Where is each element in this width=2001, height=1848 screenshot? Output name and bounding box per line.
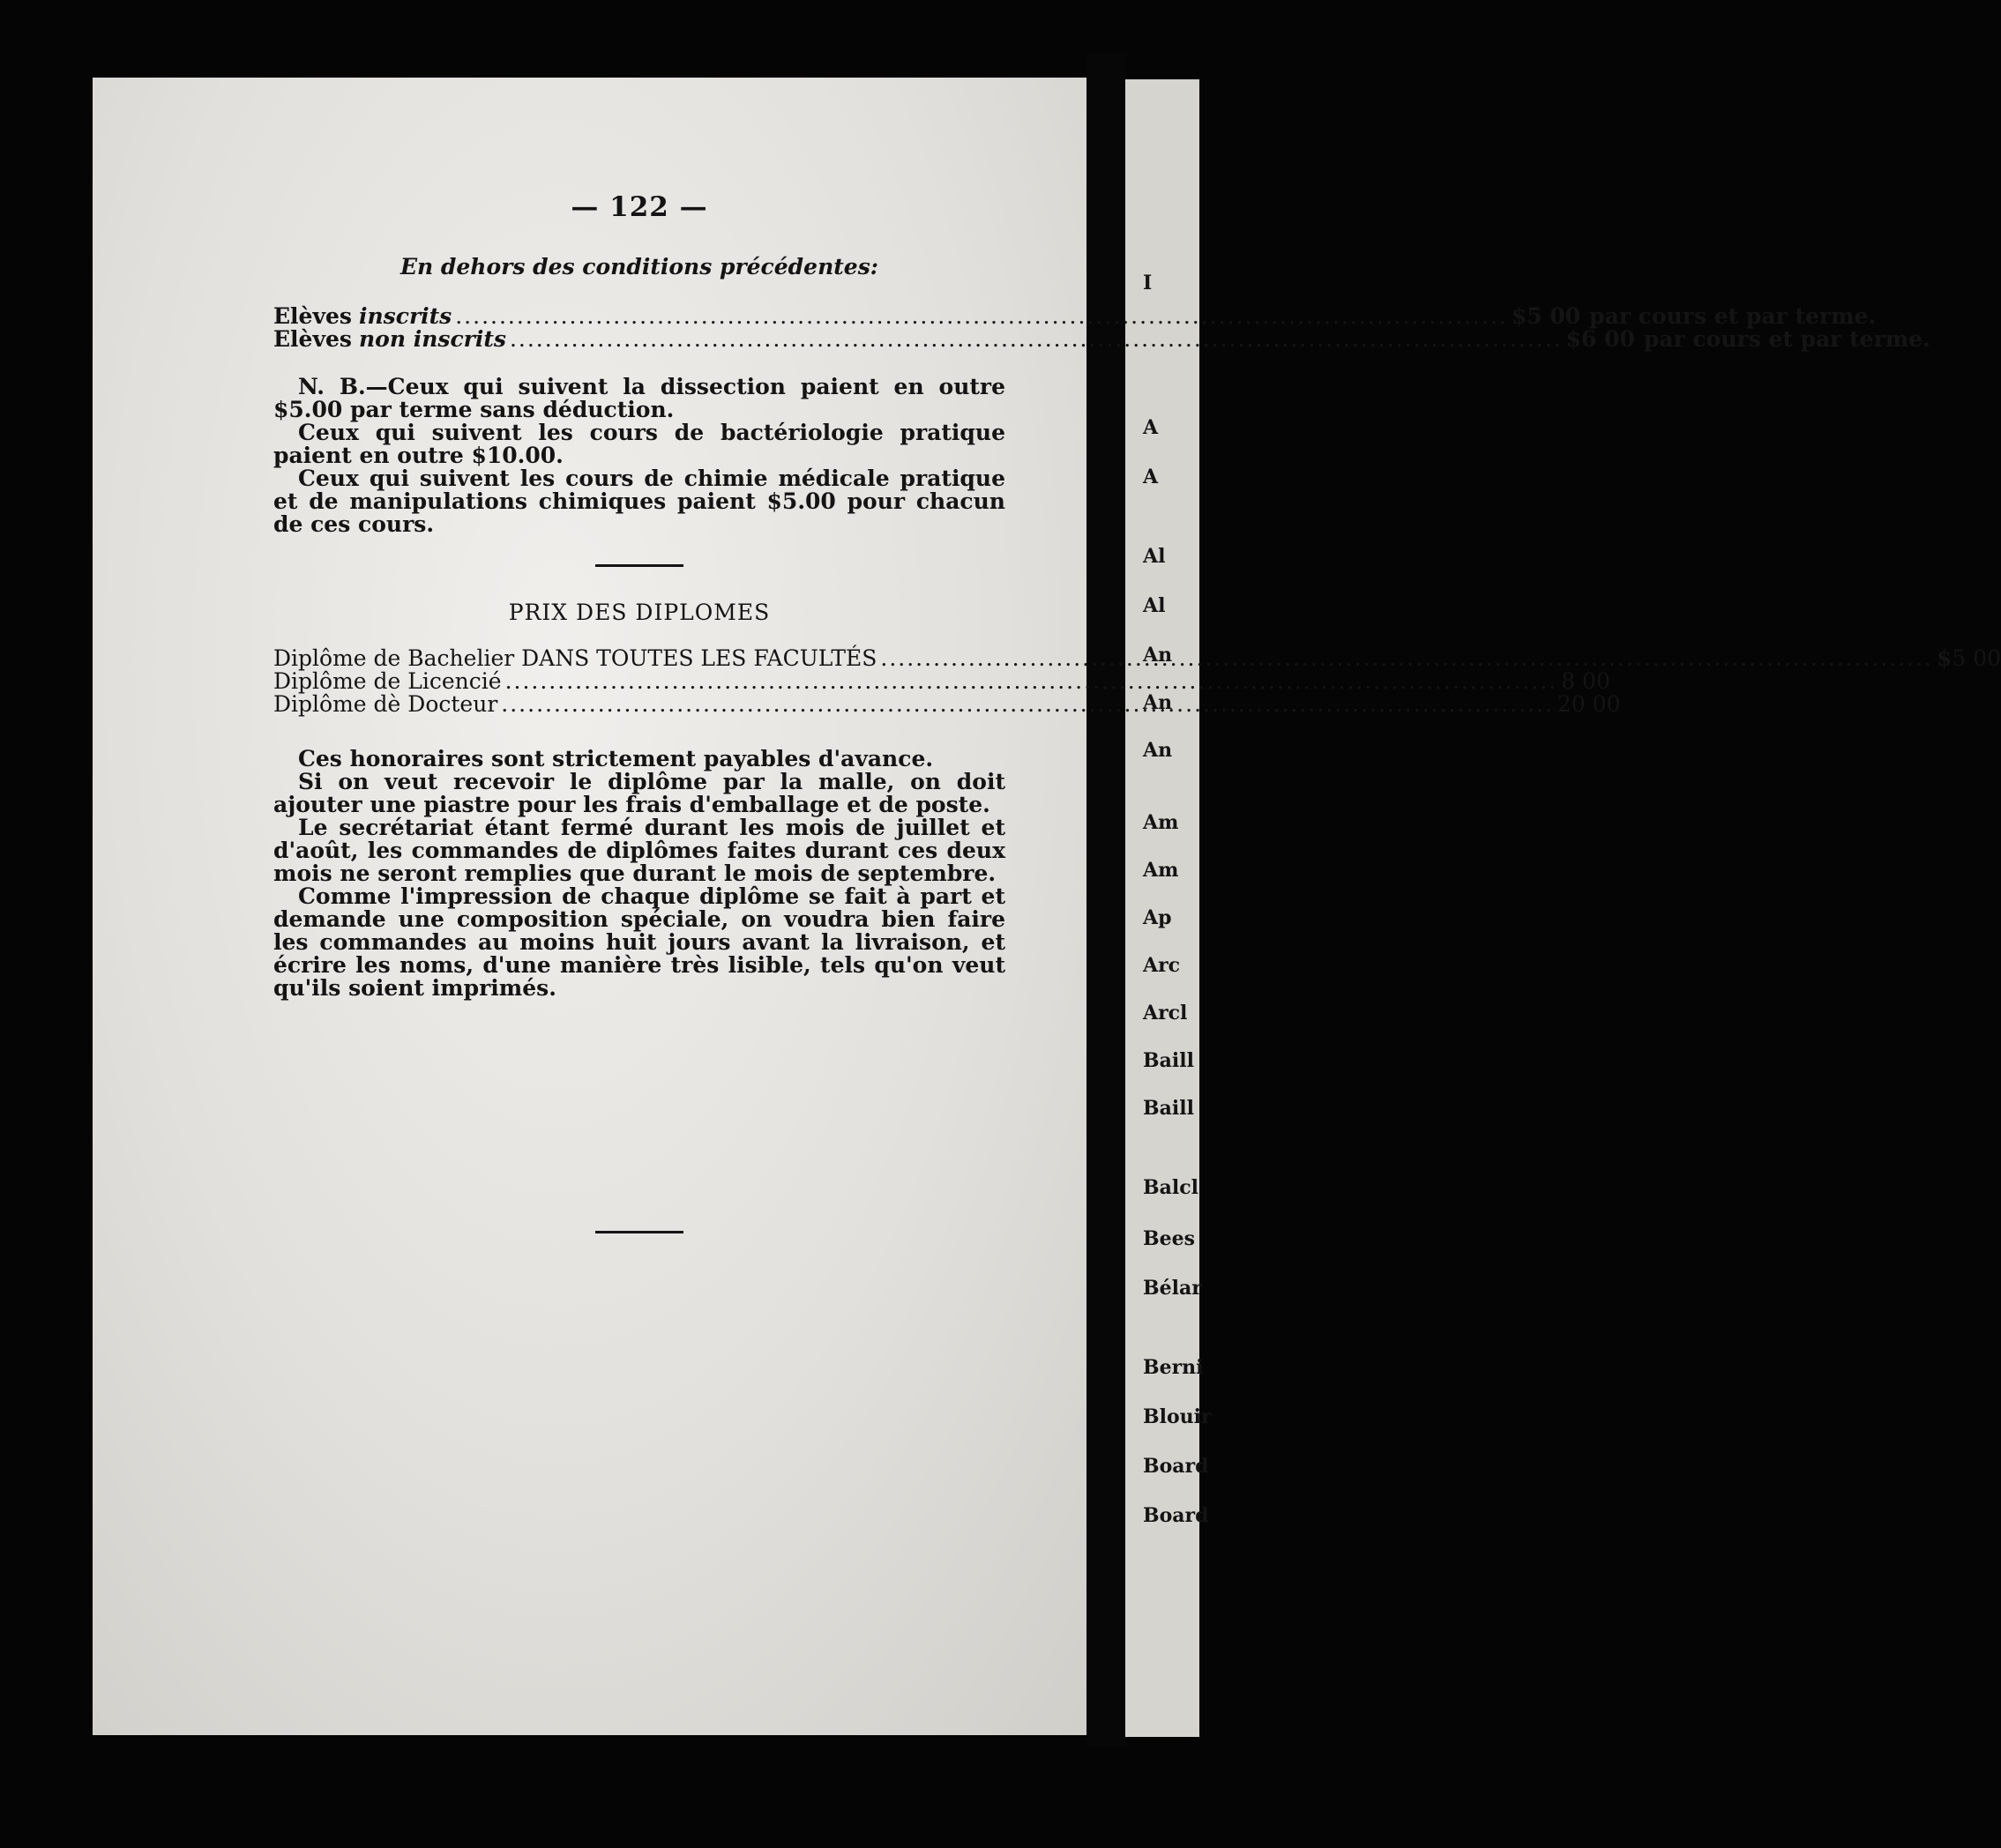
note-paragraph: Comme l'impression de chaque diplôme se fait à part et demande une composition spéciale, on voudra bien faire les commandes au moins huit jours avant la livraison, et écrire les noms, d'une manière très lisible, tels qu'on veut qu'ils soient imprimés. bbox=[273, 883, 1005, 1001]
dot-leader bbox=[510, 328, 1563, 351]
fee-row bbox=[273, 326, 1930, 352]
diploma-label: Diplôme dè Docteur bbox=[273, 691, 498, 717]
note-paragraph: Si on veut recevoir le diplôme par la malle, on doit ajouter une piastre pour les frais d'emballage et de poste. bbox=[273, 769, 1005, 817]
fee-qualifier: inscrits bbox=[358, 303, 452, 329]
adjacent-fragment: An bbox=[1143, 644, 1173, 667]
adjacent-fragment: Berni bbox=[1143, 1356, 1204, 1379]
adjacent-fragment: I bbox=[1143, 272, 1153, 294]
dot-leader bbox=[501, 693, 1554, 716]
dot-leader bbox=[880, 647, 1933, 670]
diploma-amount: 8 00 bbox=[1561, 668, 1610, 694]
diploma-row bbox=[273, 668, 1610, 694]
page-number: — 122 — bbox=[571, 191, 708, 223]
section-divider bbox=[595, 564, 683, 567]
adjacent-fragment: A bbox=[1143, 416, 1159, 439]
fee-suffix: par cours et par terme. bbox=[1589, 303, 1877, 329]
dot-leader bbox=[455, 305, 1508, 328]
adjacent-fragment: Arcl bbox=[1143, 1002, 1188, 1025]
note-paragraph: Ceux qui suivent les cours de bactériologie pratique paient en outre $10.00. bbox=[273, 420, 1005, 468]
dot-leader bbox=[505, 670, 1558, 693]
diploma-price-list bbox=[273, 645, 2001, 717]
fee-amount: $5 00 bbox=[1511, 303, 1581, 329]
conditions-heading: En dehors des conditions précédentes: bbox=[399, 254, 879, 279]
fee-label: Elèves bbox=[273, 326, 352, 352]
adjacent-fragment: Ap bbox=[1143, 906, 1172, 929]
adjacent-fragment: A bbox=[1143, 466, 1159, 488]
adjacent-fragment: Arc bbox=[1143, 954, 1181, 977]
diploma-notes bbox=[273, 748, 1005, 1000]
fee-amount: $6 00 bbox=[1565, 326, 1635, 352]
adjacent-fragment: An bbox=[1143, 739, 1173, 762]
fee-list bbox=[273, 303, 1930, 352]
adjacent-fragment: Bees bbox=[1143, 1227, 1195, 1250]
adjacent-fragment: Am bbox=[1143, 811, 1179, 834]
fee-label: Elèves bbox=[273, 303, 352, 329]
end-divider bbox=[595, 1231, 683, 1233]
adjacent-fragment: Board bbox=[1143, 1455, 1209, 1478]
adjacent-fragment: Baill bbox=[1143, 1097, 1194, 1120]
adjacent-fragment: Board bbox=[1143, 1504, 1209, 1527]
fee-suffix: par cours et par terme. bbox=[1643, 326, 1930, 352]
diploma-amount: 20 00 bbox=[1557, 691, 1621, 717]
diploma-amount: 5 00 bbox=[1952, 645, 2001, 671]
adjacent-fragment: Balcl bbox=[1143, 1176, 1198, 1199]
note-paragraph: Le secrétariat étant fermé durant les mois de juillet et d'août, les commandes de diplômes faites durant ces deux mois ne seront remplies que durant le mois de septembre. bbox=[273, 815, 1005, 886]
note-paragraph: N. B.—Ceux qui suivent la dissection paient en outre $5.00 par terme sans déduction. bbox=[273, 374, 1005, 422]
diploma-label: Diplôme de Bachelier DANS TOUTES LES FACULTÉS bbox=[273, 645, 877, 671]
diploma-label: Diplôme de Licencié bbox=[273, 668, 502, 694]
adjacent-fragment: Bélar bbox=[1143, 1277, 1202, 1300]
adjacent-fragment: Blouir bbox=[1143, 1405, 1212, 1428]
adjacent-fragment: Am bbox=[1143, 859, 1179, 882]
fee-notes bbox=[273, 376, 1005, 536]
section-title: PRIX DES DIPLOMES bbox=[508, 600, 771, 625]
note-paragraph: Ceux qui suivent les cours de chimie médicale pratique et de manipulations chimiques paient $5.00 pour chacun de ces cours. bbox=[273, 466, 1005, 537]
adjacent-fragment: An bbox=[1143, 691, 1173, 714]
fee-qualifier: non inscrits bbox=[358, 326, 506, 352]
diploma-row bbox=[273, 645, 2001, 671]
fee-row bbox=[273, 303, 1877, 329]
note-paragraph: Ces honoraires sont strictement payables d'avance. bbox=[298, 746, 934, 771]
adjacent-fragment: Al bbox=[1143, 545, 1166, 568]
adjacent-fragment: Baill bbox=[1143, 1049, 1194, 1072]
diploma-currency: $ bbox=[1937, 645, 1952, 671]
adjacent-fragment: Al bbox=[1143, 594, 1166, 617]
